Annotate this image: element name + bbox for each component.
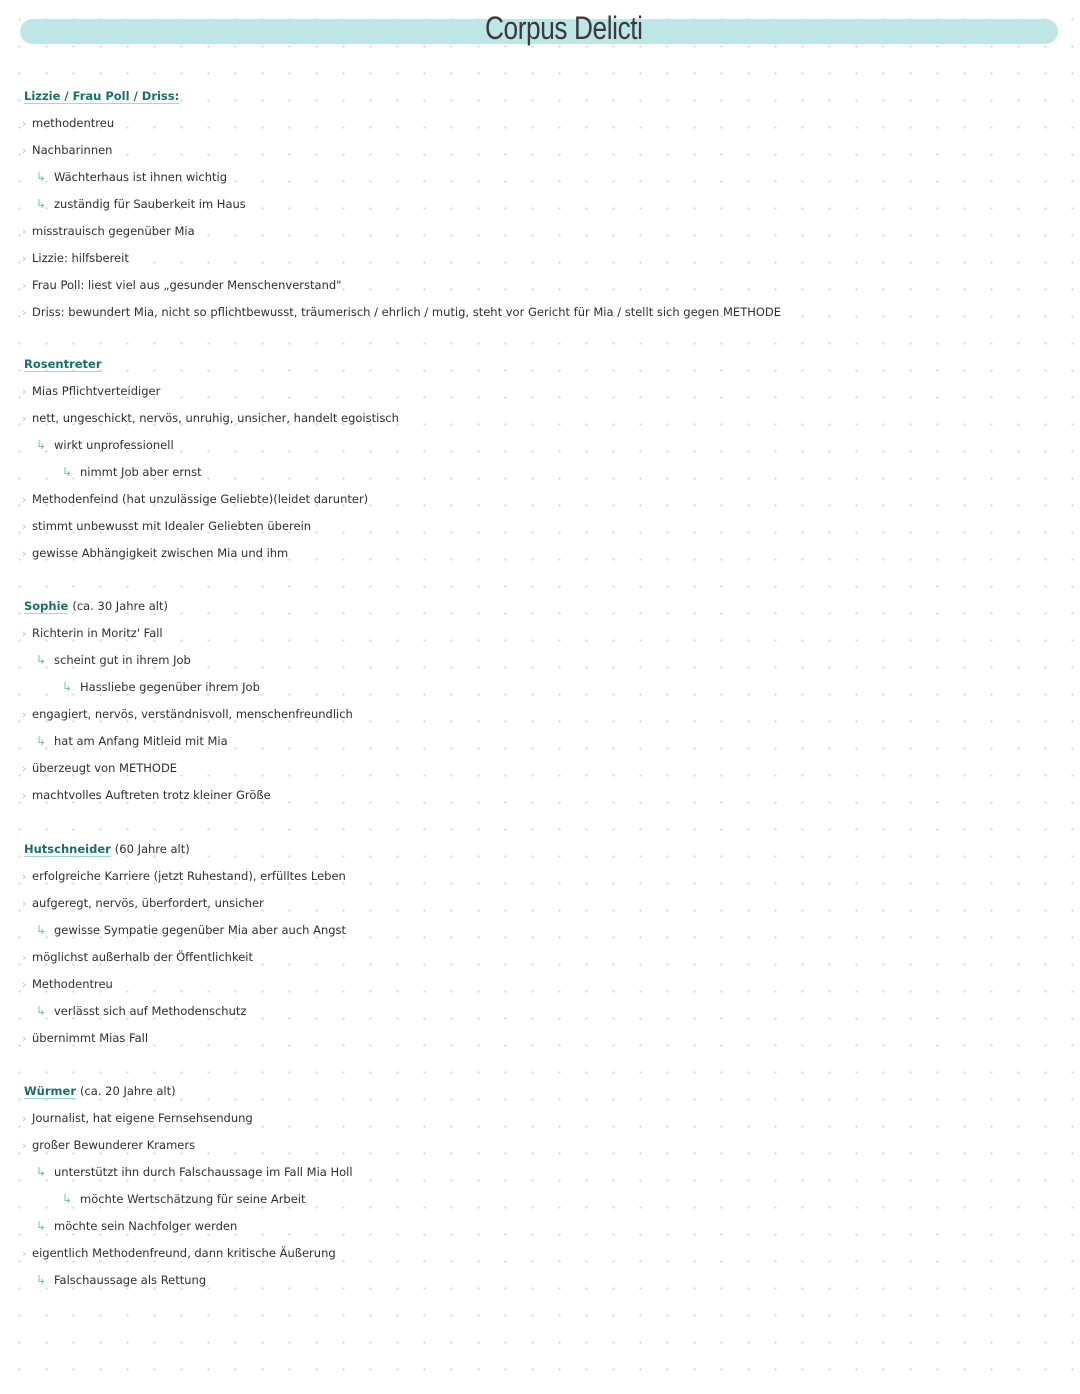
section-heading — [24, 88, 179, 104]
bullet-chevron-icon: › — [22, 520, 27, 533]
sub-point-arrow-icon: ↳ — [62, 1192, 73, 1206]
note-line — [22, 706, 353, 723]
note-text: möglichst außerhalb der Öffentlichkeit — [32, 950, 253, 964]
note-text: möchte Wertschätzung für seine Arbeit — [80, 1192, 306, 1206]
bullet-chevron-icon: › — [22, 789, 27, 802]
note-line — [22, 787, 271, 804]
note-text: Mias Pflichtverteidiger — [32, 384, 161, 398]
bullet-chevron-icon: › — [22, 978, 27, 991]
note-line — [62, 464, 202, 480]
note-text: stimmt unbewusst mit Idealer Geliebten überein — [32, 519, 312, 533]
character-name: Rosentreter — [24, 357, 102, 371]
note-line — [36, 652, 191, 668]
bullet-chevron-icon: › — [22, 762, 27, 775]
note-text: Hassliebe gegenüber ihrem Job — [80, 680, 260, 694]
sub-point-arrow-icon: ↳ — [36, 438, 47, 452]
note-text: großer Bewunderer Kramers — [32, 1138, 196, 1152]
note-line — [62, 1191, 306, 1207]
sub-point-arrow-icon: ↳ — [36, 1004, 47, 1018]
note-text: Nachbarinnen — [32, 143, 113, 157]
note-text: Lizzie: hilfsbereit — [32, 251, 129, 265]
bullet-chevron-icon: › — [22, 117, 27, 130]
note-line — [22, 1137, 195, 1154]
note-text: Driss: bewundert Mia, nicht so pflichtbewusst, träumerisch / ehrlich / mutig, steht vor Gericht für Mia / stellt sich gegen METHODE — [32, 305, 782, 319]
note-line — [22, 949, 253, 966]
note-line — [22, 115, 114, 132]
note-text: scheint gut in ihrem Job — [54, 653, 191, 667]
note-text: engagiert, nervös, verständnisvoll, menschenfreundlich — [32, 707, 353, 721]
character-name: Lizzie / Frau Poll / Driss: — [24, 89, 180, 103]
bullet-chevron-icon: › — [22, 870, 27, 883]
note-line — [22, 518, 311, 535]
note-line — [22, 250, 129, 267]
sub-point-arrow-icon: ↳ — [36, 1273, 47, 1287]
note-text: überzeugt von METHODE — [32, 761, 178, 775]
note-line — [62, 679, 260, 695]
character-age-note: (60 Jahre alt) — [114, 842, 190, 856]
note-line — [22, 277, 341, 294]
section-heading — [24, 1083, 176, 1099]
bullet-chevron-icon: › — [22, 412, 27, 425]
note-line — [22, 895, 264, 912]
page-title: Corpus Delicti — [485, 10, 643, 46]
bullet-chevron-icon: › — [22, 493, 27, 506]
sub-point-arrow-icon: ↳ — [36, 734, 47, 748]
bullet-chevron-icon: › — [22, 252, 27, 265]
sub-point-arrow-icon: ↳ — [36, 170, 47, 184]
note-text: nett, ungeschickt, nervös, unruhig, unsicher, handelt egoistisch — [32, 411, 399, 425]
character-name: Hutschneider — [24, 842, 111, 856]
note-text: Richterin in Moritz' Fall — [32, 626, 163, 640]
note-text: unterstützt ihn durch Falschaussage im Fall Mia Holl — [54, 1165, 353, 1179]
character-age-note: (ca. 30 Jahre alt) — [72, 599, 168, 613]
note-text: Journalist, hat eigene Fernsehsendung — [32, 1111, 253, 1125]
note-line — [22, 142, 112, 159]
note-text: wirkt unprofessionell — [54, 438, 174, 452]
bullet-chevron-icon: › — [22, 225, 27, 238]
note-line — [22, 410, 399, 427]
note-text: aufgeregt, nervös, überfordert, unsicher — [32, 896, 264, 910]
sub-point-arrow-icon: ↳ — [62, 680, 73, 694]
note-text: übernimmt Mias Fall — [32, 1031, 149, 1045]
note-text: Frau Poll: liest viel aus „gesunder Menschenverstand" — [32, 278, 342, 292]
bullet-chevron-icon: › — [22, 708, 27, 721]
note-text: misstrauisch gegenüber Mia — [32, 224, 195, 238]
note-line — [36, 437, 174, 453]
note-line — [22, 976, 113, 993]
note-text: gewisse Sympatie gegenüber Mia aber auch Angst — [54, 923, 347, 937]
bullet-chevron-icon: › — [22, 547, 27, 560]
section-heading — [24, 598, 168, 614]
note-text: hat am Anfang Mitleid mit Mia — [54, 734, 228, 748]
note-line — [36, 1164, 353, 1180]
section-heading — [24, 841, 190, 857]
sub-point-arrow-icon: ↳ — [36, 653, 47, 667]
bullet-chevron-icon: › — [22, 144, 27, 157]
note-line — [36, 169, 227, 185]
bullet-chevron-icon: › — [22, 306, 27, 319]
note-line — [22, 383, 160, 400]
note-text: Wächterhaus ist ihnen wichtig — [54, 170, 228, 184]
note-line — [22, 1030, 148, 1047]
note-text: gewisse Abhängigkeit zwischen Mia und ihm — [32, 546, 289, 560]
character-age-note: (ca. 20 Jahre alt) — [80, 1084, 176, 1098]
character-name: Sophie — [24, 599, 69, 613]
sub-point-arrow-icon: ↳ — [36, 923, 47, 937]
note-line — [22, 868, 346, 885]
note-text: Methodentreu — [32, 977, 113, 991]
note-text: eigentlich Methodenfreund, dann kritische Äußerung — [32, 1246, 336, 1260]
note-line — [22, 545, 288, 562]
note-text: Methodenfeind (hat unzulässige Geliebte)(leidet darunter) — [32, 492, 369, 506]
note-text: erfolgreiche Karriere (jetzt Ruhestand), erfülltes Leben — [32, 869, 346, 883]
bullet-chevron-icon: › — [22, 897, 27, 910]
sub-point-arrow-icon: ↳ — [62, 465, 73, 479]
note-text: methodentreu — [32, 116, 115, 130]
character-name: Würmer — [24, 1084, 76, 1098]
note-line — [36, 1003, 246, 1019]
bullet-chevron-icon: › — [22, 951, 27, 964]
bullet-chevron-icon: › — [22, 1112, 27, 1125]
note-line — [36, 1272, 206, 1288]
bullet-chevron-icon: › — [22, 627, 27, 640]
sub-point-arrow-icon: ↳ — [36, 197, 47, 211]
note-line — [22, 491, 368, 508]
note-line — [22, 1245, 336, 1262]
note-line — [36, 922, 346, 938]
bullet-chevron-icon: › — [22, 1139, 27, 1152]
bullet-chevron-icon: › — [22, 279, 27, 292]
bullet-chevron-icon: › — [22, 1032, 27, 1045]
note-line — [36, 1218, 237, 1234]
note-text: verlässt sich auf Methodenschutz — [54, 1004, 247, 1018]
sub-point-arrow-icon: ↳ — [36, 1165, 47, 1179]
note-line — [36, 196, 246, 212]
section-heading — [24, 356, 102, 372]
note-text: zuständig für Sauberkeit im Haus — [54, 197, 246, 211]
note-line — [22, 760, 177, 777]
note-text: Falschaussage als Rettung — [54, 1273, 207, 1287]
note-line — [22, 1110, 253, 1127]
sub-point-arrow-icon: ↳ — [36, 1219, 47, 1233]
note-text: machtvolles Auftreten trotz kleiner Größe — [32, 788, 271, 802]
note-line — [22, 223, 195, 240]
note-text: möchte sein Nachfolger werden — [54, 1219, 238, 1233]
note-line — [22, 304, 781, 321]
note-line — [22, 625, 163, 642]
bullet-chevron-icon: › — [22, 385, 27, 398]
bullet-chevron-icon: › — [22, 1247, 27, 1260]
note-text: nimmt Job aber ernst — [80, 465, 202, 479]
note-line — [36, 733, 228, 749]
